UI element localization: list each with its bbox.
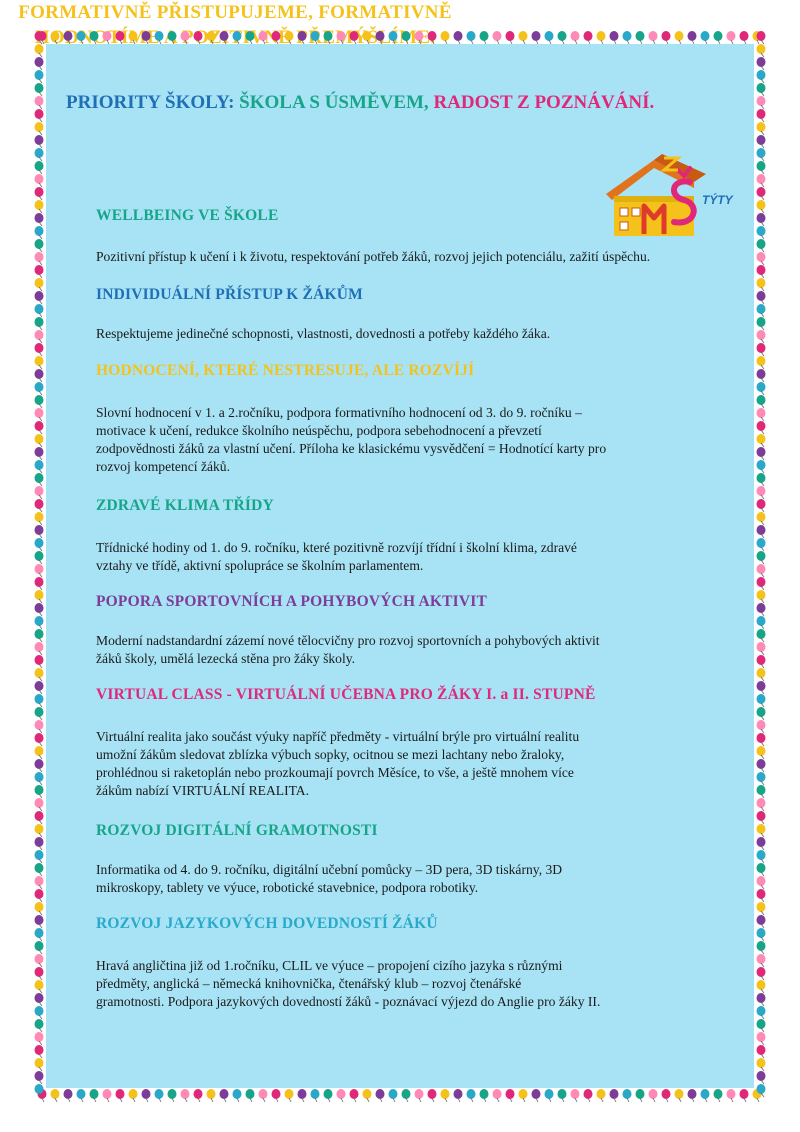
section-body-line: žáků školy, umělá lezecká stěna pro žáky školy. <box>96 651 356 666</box>
section-heading: HODNOCENÍ, KTERÉ NESTRESUJE, ALE ROZVÍJÍ <box>96 362 475 379</box>
section-body-line: Respektujeme jedinečné schopnosti, vlastnosti, dovednosti a potřeby každého žáka. <box>96 326 551 341</box>
section-body-line: umožní žákům sledovat zblízka výbuch sopky, ocitnou se mezi lachtany nebo žraloky, <box>96 747 565 762</box>
section-body-line: žákům nabízí VIRTUÁLNÍ REALITA. <box>96 783 310 798</box>
decorative-border-left <box>32 30 46 1102</box>
title-part-smile: ŠKOLA S ÚSMĚVEM, <box>239 92 434 113</box>
section-body <box>96 861 562 897</box>
decorative-border-top <box>36 30 764 44</box>
section-body-line: gramotnosti. Podpora jazykových dovedností žáků - poznávací výjezd do Anglie pro žáky II. <box>96 994 601 1009</box>
section-body-line: mikroskopy, tablety ve výuce, robotické stavebnice, podpora robotiky. <box>96 880 479 895</box>
section-body <box>96 539 577 575</box>
subtitle-line-1: FORMATIVNĚ PŘISTUPUJEME, FORMATIVNĚ <box>18 2 452 23</box>
section-body <box>96 728 579 800</box>
section-body-line: zodpovědnosti žáků za vlastní učení. Příloha ke klasickému vysvědčení = Hodnotící karty pro <box>96 441 607 456</box>
section-body-line: Virtuální realita jako součást výuky napříč předměty - virtuální brýle pro virtuální realitu <box>96 729 580 744</box>
section-body-line: Hravá angličtina již od 1.ročníku, CLIL ve výuce – propojení cizího jazyka s různými <box>96 958 563 973</box>
section-body-line: vztahy ve třídě, aktivní spolupráce se školním parlamentem. <box>96 558 424 573</box>
page-title <box>66 92 654 114</box>
section-heading: ROZVOJ JAZYKOVÝCH DOVEDNOSTÍ ŽÁKŮ <box>96 915 438 932</box>
section-heading: ZDRAVÉ KLIMA TŘÍDY <box>96 497 274 514</box>
section-heading: WELLBEING VE ŠKOLE <box>96 207 279 224</box>
logo-text: TÝTY <box>702 193 733 207</box>
section-body-line: Moderní nadstandardní zázemí nové tělocvičny pro rozvoj sportovních a pohybových aktivit <box>96 633 600 648</box>
title-part-priority: PRIORITY ŠKOLY: <box>66 92 240 113</box>
section-body-line: rozvoj kompetencí žáků. <box>96 459 230 474</box>
section-body-line: prohlédnou si raketoplán nebo prozkoumají povrch Měsíce, to vše, a ještě mnohem více <box>96 765 574 780</box>
title-part-joy: RADOST Z POZNÁVÁNÍ. <box>433 92 655 113</box>
section-body-line: motivace k učení, redukce školního neúspěchu, podpora sebehodnocení a převzetí <box>96 423 542 438</box>
decorative-border-bottom <box>36 1088 764 1102</box>
section-heading: ROZVOJ DIGITÁLNÍ GRAMOTNOSTI <box>96 822 378 839</box>
section-body <box>96 325 550 343</box>
section-body <box>96 404 606 476</box>
section-body <box>96 957 600 1011</box>
decorative-border-right <box>754 30 768 1102</box>
section-heading: POPORA SPORTOVNÍCH A POHYBOVÝCH AKTIVIT <box>96 593 488 610</box>
section-body <box>96 248 650 266</box>
section-heading: VIRTUAL CLASS - VIRTUÁLNÍ UČEBNA PRO ŽÁKY I. a II. STUPNĚ <box>96 686 596 703</box>
section-body <box>96 632 600 668</box>
section-heading: INDIVIDUÁLNÍ PŘÍSTUP K ŽÁKŮM <box>96 286 363 303</box>
section-body-line: Informatika od 4. do 9. ročníku, digitální učební pomůcky – 3D pera, 3D tiskárny, 3D <box>96 862 563 877</box>
section-body-line: Pozitivní přístup k učení i k životu, respektování potřeb žáků, rozvoj jejich potenciálu, zažití úspěchu. <box>96 249 651 264</box>
section-body-line: předměty, anglická – německá knihovnička, čtenářský klub – rozvoj čtenářské <box>96 976 522 991</box>
section-body-line: Třídnické hodiny od 1. do 9. ročníku, které pozitivně rozvíjí třídní i školní klima, zdravé <box>96 540 577 555</box>
school-logo <box>602 148 738 240</box>
section-body-line: Slovní hodnocení v 1. a 2.ročníku, podpora formativního hodnocení od 3. do 9. ročníku – <box>96 405 582 420</box>
